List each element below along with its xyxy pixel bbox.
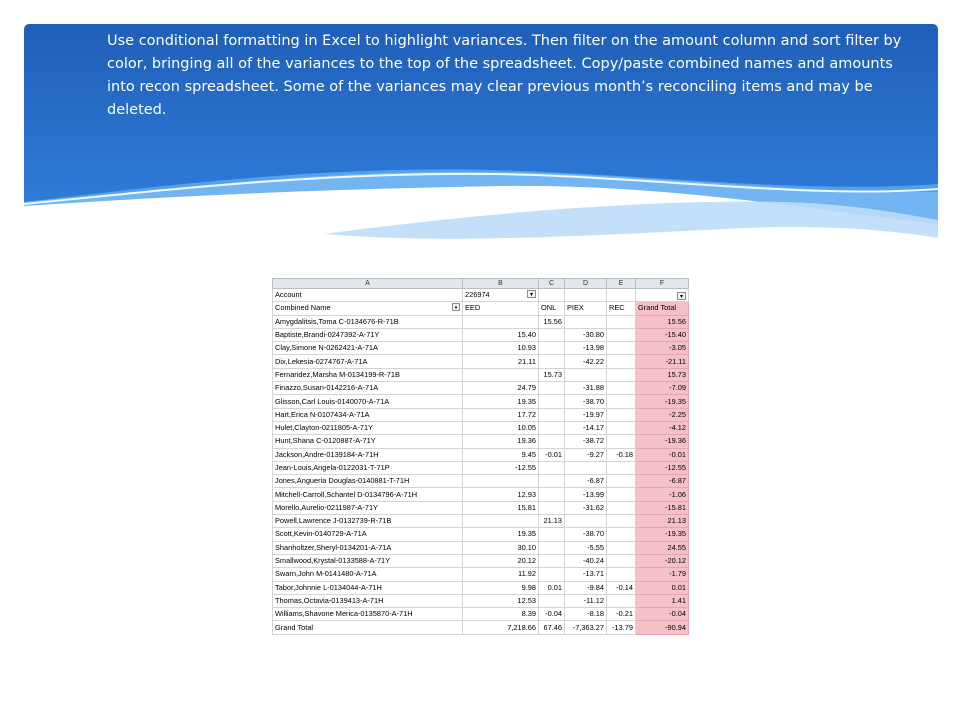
- onl-cell[interactable]: [539, 475, 565, 488]
- combined-name-cell[interactable]: Tabor,Johnnie L-0134044-A-71H: [273, 581, 463, 594]
- eed-cell[interactable]: 10.93: [463, 342, 539, 355]
- onl-cell[interactable]: [539, 488, 565, 501]
- table-row: [273, 461, 689, 474]
- onl-cell[interactable]: [539, 461, 565, 474]
- combined-name-cell[interactable]: Hart,Erica N-0107434-A-71A: [273, 408, 463, 421]
- table-row: [273, 501, 689, 514]
- grand-total-header: Grand Total: [636, 302, 689, 315]
- combined-name-cell[interactable]: Dix,Lekesia-0274767-A-71A: [273, 355, 463, 368]
- table-row: [273, 355, 689, 368]
- onl-cell[interactable]: [539, 528, 565, 541]
- column-letter[interactable]: D: [565, 279, 607, 289]
- rec-cell[interactable]: [607, 435, 636, 448]
- rec-cell[interactable]: [607, 368, 636, 381]
- grand-total-cell[interactable]: -1.79: [636, 568, 689, 581]
- table-row: [273, 368, 689, 381]
- combined-name-cell[interactable]: Powell,Lawrence J-0132739-R-71B: [273, 515, 463, 528]
- piex-cell[interactable]: -38.70: [565, 528, 607, 541]
- column-letters-row: [273, 279, 689, 289]
- grand-total-cell[interactable]: -21.11: [636, 355, 689, 368]
- table-row: [273, 554, 689, 567]
- grand-total-cell[interactable]: -12.55: [636, 461, 689, 474]
- table-row: [273, 382, 689, 395]
- rec-cell[interactable]: -0.18: [607, 448, 636, 461]
- piex-cell[interactable]: [565, 368, 607, 381]
- grand-total-cell[interactable]: -2.25: [636, 408, 689, 421]
- grand-total-cell[interactable]: -3.05: [636, 342, 689, 355]
- combined-name-cell[interactable]: Thomas,Octavia-0139413-A-71H: [273, 594, 463, 607]
- table-row: [273, 608, 689, 621]
- rec-cell[interactable]: [607, 315, 636, 328]
- combined-name-cell[interactable]: Jones,Angueria Douglas-0140881-T-71H: [273, 475, 463, 488]
- eed-header: EED: [463, 302, 539, 315]
- onl-cell[interactable]: [539, 435, 565, 448]
- rec-cell[interactable]: [607, 515, 636, 528]
- combined-name-cell[interactable]: Hulet,Clayton-0211805-A-71Y: [273, 421, 463, 434]
- combined-name-cell[interactable]: Swarn,John M-0141480-A-71A: [273, 568, 463, 581]
- eed-cell[interactable]: 17.72: [463, 408, 539, 421]
- grand-total-cell[interactable]: -0.04: [636, 608, 689, 621]
- combined-name-cell[interactable]: Baptiste,Brandi-0247392-A-71Y: [273, 328, 463, 341]
- onl-cell[interactable]: [539, 395, 565, 408]
- combined-name-cell[interactable]: Williams,Shavone Merica-0135870-A-71H: [273, 608, 463, 621]
- piex-cell[interactable]: -42.22: [565, 355, 607, 368]
- eed-cell[interactable]: 12.93: [463, 488, 539, 501]
- rec-cell[interactable]: [607, 461, 636, 474]
- rec-cell[interactable]: [607, 488, 636, 501]
- onl-cell[interactable]: 15.73: [539, 368, 565, 381]
- piex-cell[interactable]: -14.17: [565, 421, 607, 434]
- column-letter[interactable]: A: [273, 279, 463, 289]
- onl-cell[interactable]: -0.04: [539, 608, 565, 621]
- rec-cell[interactable]: [607, 541, 636, 554]
- header-row: [273, 302, 689, 315]
- onl-cell[interactable]: [539, 594, 565, 607]
- piex-cell[interactable]: -13.99: [565, 488, 607, 501]
- eed-cell[interactable]: [463, 368, 539, 381]
- piex-cell[interactable]: -31.88: [565, 382, 607, 395]
- onl-header: ONL: [539, 302, 565, 315]
- piex-cell[interactable]: -9.27: [565, 448, 607, 461]
- account-value: 226974: [465, 290, 490, 300]
- table-row: [273, 395, 689, 408]
- combined-name-cell[interactable]: Clay,Simone N-0262421-A-71A: [273, 342, 463, 355]
- grand-total-cell[interactable]: -19.36: [636, 435, 689, 448]
- piex-cell[interactable]: [565, 461, 607, 474]
- grand-total-cell[interactable]: -0.01: [636, 448, 689, 461]
- onl-cell[interactable]: [539, 554, 565, 567]
- table-row: [273, 328, 689, 341]
- eed-cell[interactable]: 11.92: [463, 568, 539, 581]
- grand-total-label[interactable]: Grand Total: [273, 621, 463, 634]
- onl-cell[interactable]: [539, 568, 565, 581]
- grand-total-total[interactable]: -90.94: [636, 621, 689, 634]
- account-label: Account: [273, 289, 463, 302]
- rec-cell[interactable]: [607, 501, 636, 514]
- piex-cell[interactable]: -5.55: [565, 541, 607, 554]
- eed-total[interactable]: 7,218.66: [463, 621, 539, 634]
- eed-cell[interactable]: [463, 515, 539, 528]
- grand-total-cell[interactable]: -15.81: [636, 501, 689, 514]
- onl-cell[interactable]: [539, 328, 565, 341]
- grand-total-cell[interactable]: -7.09: [636, 382, 689, 395]
- table-row: [273, 448, 689, 461]
- grand-total-cell[interactable]: 15.56: [636, 315, 689, 328]
- grand-total-cell[interactable]: 21.13: [636, 515, 689, 528]
- combined-name-cell[interactable]: Jackson,Andre-0139184-A-71H: [273, 448, 463, 461]
- eed-cell[interactable]: 15.81: [463, 501, 539, 514]
- pivot-table-screenshot: [272, 278, 688, 635]
- onl-cell[interactable]: 21.13: [539, 515, 565, 528]
- grand-total-cell[interactable]: 24.55: [636, 541, 689, 554]
- rec-cell[interactable]: [607, 382, 636, 395]
- column-letter[interactable]: E: [607, 279, 636, 289]
- table-row: [273, 528, 689, 541]
- rec-cell[interactable]: -0.21: [607, 608, 636, 621]
- grand-total-cell[interactable]: -1.06: [636, 488, 689, 501]
- rec-cell[interactable]: [607, 342, 636, 355]
- table-row: [273, 515, 689, 528]
- table-row: [273, 475, 689, 488]
- piex-cell[interactable]: -13.98: [565, 342, 607, 355]
- onl-cell[interactable]: [539, 421, 565, 434]
- combined-name-cell[interactable]: Glisson,Carl Louis-0140070-A-71A: [273, 395, 463, 408]
- table-row: [273, 408, 689, 421]
- piex-cell[interactable]: -9.84: [565, 581, 607, 594]
- grand-total-cell[interactable]: 1.41: [636, 594, 689, 607]
- table-row: [273, 435, 689, 448]
- eed-cell[interactable]: 10.05: [463, 421, 539, 434]
- rec-cell[interactable]: [607, 568, 636, 581]
- rec-cell[interactable]: [607, 594, 636, 607]
- combined-name-cell[interactable]: Finazzo,Susan-0142216-A-71A: [273, 382, 463, 395]
- onl-total[interactable]: 67.46: [539, 621, 565, 634]
- eed-cell[interactable]: -12.55: [463, 461, 539, 474]
- eed-cell[interactable]: 21.11: [463, 355, 539, 368]
- piex-cell[interactable]: -11.12: [565, 594, 607, 607]
- wave-pale: [324, 202, 938, 239]
- table-row: [273, 594, 689, 607]
- piex-cell[interactable]: -38.72: [565, 435, 607, 448]
- combined-name-cell[interactable]: Jean-Louis,Angela-0122031-T-71P: [273, 461, 463, 474]
- table-row: [273, 342, 689, 355]
- onl-cell[interactable]: [539, 382, 565, 395]
- grand-total-cell[interactable]: -15.40: [636, 328, 689, 341]
- grand-total-cell[interactable]: 15.73: [636, 368, 689, 381]
- filter-row: [273, 289, 689, 302]
- combined-name-header[interactable]: Combined Name ▾: [273, 302, 463, 315]
- onl-cell[interactable]: 0.01: [539, 581, 565, 594]
- eed-cell[interactable]: [463, 315, 539, 328]
- combined-name-cell[interactable]: Scott,Kevin-0140729-A-71A: [273, 528, 463, 541]
- eed-cell[interactable]: [463, 475, 539, 488]
- combined-name-cell[interactable]: Amygdalitsis,Toma C-0134676-R-71B: [273, 315, 463, 328]
- dropdown-arrow-icon[interactable]: ▾: [452, 303, 460, 311]
- eed-cell[interactable]: 19.35: [463, 528, 539, 541]
- table-row: [273, 541, 689, 554]
- eed-cell[interactable]: 20.12: [463, 554, 539, 567]
- onl-cell[interactable]: [539, 408, 565, 421]
- piex-cell[interactable]: [565, 515, 607, 528]
- rec-cell[interactable]: [607, 395, 636, 408]
- grand-total-cell[interactable]: -19.35: [636, 395, 689, 408]
- table-row: [273, 568, 689, 581]
- rec-cell[interactable]: [607, 328, 636, 341]
- grand-total-cell[interactable]: 0.01: [636, 581, 689, 594]
- combined-name-cell[interactable]: Hunt,Shana C-0120887-A-71Y: [273, 435, 463, 448]
- combined-name-cell[interactable]: Smallwood,Krystal-0133588-A-71Y: [273, 554, 463, 567]
- rec-cell[interactable]: -0.14: [607, 581, 636, 594]
- piex-cell[interactable]: -40.24: [565, 554, 607, 567]
- combined-name-cell[interactable]: Fernandez,Marsha M-0134199-R-71B: [273, 368, 463, 381]
- rec-cell[interactable]: [607, 408, 636, 421]
- piex-cell[interactable]: -8.18: [565, 608, 607, 621]
- eed-cell[interactable]: 9.45: [463, 448, 539, 461]
- piex-cell[interactable]: -31.62: [565, 501, 607, 514]
- eed-cell[interactable]: 19.36: [463, 435, 539, 448]
- table-row: [273, 581, 689, 594]
- eed-cell[interactable]: 15.40: [463, 328, 539, 341]
- piex-cell[interactable]: -6.87: [565, 475, 607, 488]
- filter-applied-icon[interactable]: ▾: [527, 290, 536, 298]
- column-letter[interactable]: B: [463, 279, 539, 289]
- rec-cell[interactable]: [607, 475, 636, 488]
- eed-cell[interactable]: 12.53: [463, 594, 539, 607]
- onl-cell[interactable]: [539, 541, 565, 554]
- grand-total-cell[interactable]: -4.12: [636, 421, 689, 434]
- combined-name-cell[interactable]: Morello,Aurelio-0211987-A-71Y: [273, 501, 463, 514]
- onl-cell[interactable]: -0.01: [539, 448, 565, 461]
- table-row: [273, 315, 689, 328]
- eed-cell[interactable]: 19.35: [463, 395, 539, 408]
- grand-total-row: [273, 621, 689, 634]
- piex-cell[interactable]: -13.71: [565, 568, 607, 581]
- eed-cell[interactable]: 30.10: [463, 541, 539, 554]
- piex-cell[interactable]: [565, 315, 607, 328]
- instructions-text: Use conditional formatting in Excel to highlight variances. Then filter on the amount column and sort filter by color, bringing all of the variances to the top of the spreadsheet. Copy/paste combined names and amounts into recon spreadsheet. Some of the variances may clear previous month’s reconciling items and may be deleted.: [107, 33, 902, 118]
- combined-name-cell[interactable]: Mitchell-Carroll,Schantel D-0134796-A-71H: [273, 488, 463, 501]
- grand-total-cell[interactable]: -20.12: [636, 554, 689, 567]
- rec-cell[interactable]: [607, 421, 636, 434]
- onl-cell[interactable]: 15.56: [539, 315, 565, 328]
- rec-cell[interactable]: [607, 528, 636, 541]
- piex-cell[interactable]: -19.97: [565, 408, 607, 421]
- eed-cell[interactable]: 24.79: [463, 382, 539, 395]
- onl-cell[interactable]: [539, 355, 565, 368]
- empty-cell: [565, 289, 607, 302]
- rec-cell[interactable]: [607, 554, 636, 567]
- empty-cell: [607, 289, 636, 302]
- grand-total-cell[interactable]: -6.87: [636, 475, 689, 488]
- piex-cell[interactable]: -38.70: [565, 395, 607, 408]
- piex-cell[interactable]: -30.80: [565, 328, 607, 341]
- onl-cell[interactable]: [539, 501, 565, 514]
- combined-name-cell[interactable]: Shanholtzer,Sheryl-0134201-A-71A: [273, 541, 463, 554]
- piex-total[interactable]: -7,363.27: [565, 621, 607, 634]
- table-row: [273, 421, 689, 434]
- grand-total-cell[interactable]: -19.35: [636, 528, 689, 541]
- rec-header: REC: [607, 302, 636, 315]
- filter-applied-icon[interactable]: ▾: [677, 292, 686, 300]
- rec-cell[interactable]: [607, 355, 636, 368]
- table-row: [273, 488, 689, 501]
- onl-cell[interactable]: [539, 342, 565, 355]
- grand-total-filter-cell[interactable]: [636, 289, 689, 302]
- column-letter[interactable]: F: [636, 279, 689, 289]
- piex-header: PIEX: [565, 302, 607, 315]
- rec-total[interactable]: -13.79: [607, 621, 636, 634]
- column-letter[interactable]: C: [539, 279, 565, 289]
- empty-cell: [539, 289, 565, 302]
- eed-cell[interactable]: 9.98: [463, 581, 539, 594]
- account-filter-cell[interactable]: [463, 289, 539, 302]
- eed-cell[interactable]: 8.39: [463, 608, 539, 621]
